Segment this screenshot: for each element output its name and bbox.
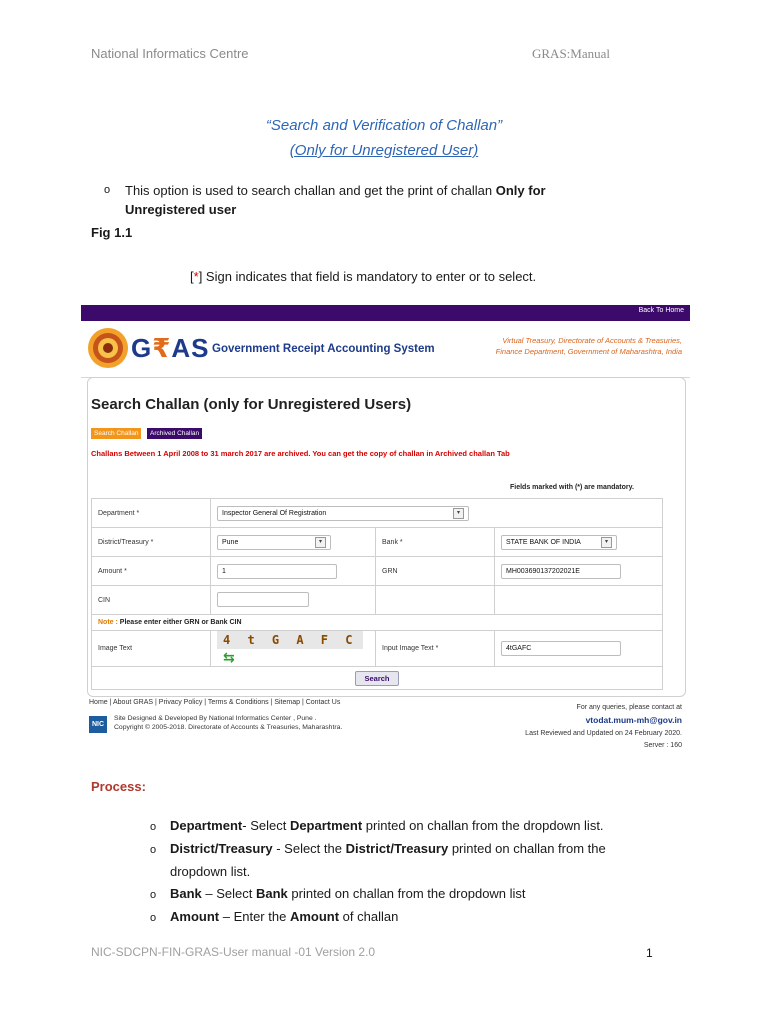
page-number: 1: [646, 946, 653, 960]
cin-label: CIN: [92, 586, 211, 615]
tab-search-challan[interactable]: Search Challan: [91, 428, 141, 439]
captcha-cell: [211, 631, 376, 667]
chevron-down-icon: ▾: [601, 537, 612, 548]
last-updated: Last Reviewed and Updated on 24 February 2020.: [525, 730, 682, 737]
amount-cell: [211, 557, 376, 586]
contact-info: [525, 702, 682, 752]
fig-label-text: Fig 1.1: [91, 225, 133, 240]
header-right: GRAS:Manual: [532, 46, 610, 61]
process-item-bank: [150, 883, 650, 906]
captcha-input[interactable]: 4tGAFC: [501, 641, 621, 656]
search-button-row: [92, 667, 663, 690]
grn-cell: [495, 557, 663, 586]
grn-input[interactable]: MH003690137202021E: [501, 564, 621, 579]
maharashtra-emblem-icon: [87, 327, 129, 369]
refresh-captcha-icon[interactable]: ⇆: [223, 649, 235, 665]
gras-rupee: ₹: [152, 333, 172, 363]
process-item-district-cont: dropdown list.: [170, 864, 251, 879]
input-image-cell: [495, 631, 663, 667]
department-label: Department *: [92, 499, 211, 528]
gras-full-name: Government Receipt Accounting System: [212, 343, 435, 355]
district-value: Pune: [222, 538, 239, 546]
desc: – Select: [201, 886, 256, 901]
department-select[interactable]: [217, 506, 469, 521]
footer-links[interactable]: Home | About GRAS | Privacy Policy | Terms & Conditions | Sitemap | Contact Us: [89, 699, 341, 706]
term: Bank: [256, 886, 288, 901]
bracket-open: [: [190, 269, 194, 284]
desc: - Select the: [272, 841, 346, 856]
server-id: Server : 160: [643, 742, 682, 749]
chevron-down-icon: ▾: [453, 508, 464, 519]
bank-select[interactable]: [501, 535, 617, 550]
term: Bank: [170, 886, 202, 901]
desc: – Enter the: [219, 909, 290, 924]
gras-screenshot: [81, 305, 690, 764]
district-label: District/Treasury *: [92, 528, 211, 557]
cin-input[interactable]: [217, 592, 309, 607]
mandatory-line: [190, 267, 536, 286]
queries-text: For any queries, please contact at: [576, 704, 682, 711]
gras-g: G: [131, 333, 153, 363]
logo-banner: [81, 321, 690, 378]
bank-value: STATE BANK OF INDIA: [506, 538, 581, 546]
input-image-label: Input Image Text *: [376, 631, 495, 667]
nic-logo: NIC: [89, 716, 107, 733]
site-credits: [114, 714, 342, 732]
desc: printed on challan from the: [448, 841, 606, 856]
note-prefix: Note :: [98, 619, 118, 626]
term: District/Treasury: [170, 841, 273, 856]
intro-text-b: Only for: [495, 183, 546, 198]
district-select[interactable]: [217, 535, 331, 550]
virtual-treasury-caption: [452, 335, 682, 357]
empty-cell: [495, 586, 663, 615]
captcha-image: 4 t G A F C: [217, 631, 363, 649]
grn-label: GRN: [376, 557, 495, 586]
grn-cin-note: [92, 615, 663, 631]
desc: printed on challan from the dropdown list.: [362, 818, 604, 833]
search-panel: [87, 377, 686, 697]
desc: printed on challan from the dropdown list: [287, 886, 526, 901]
contact-email-link[interactable]: vtodat.mum-mh@gov.in: [585, 715, 682, 725]
footer-doc-id: NIC-SDCPN-FIN-GRAS-User manual -01 Version 2.0: [91, 945, 376, 959]
term: Amount: [170, 909, 220, 924]
process-item-amount: [150, 906, 650, 929]
intro-paragraph: [125, 181, 605, 219]
mandatory-star: *: [193, 269, 199, 284]
panel-title: Search Challan (only for Unregistered Users): [91, 396, 412, 413]
top-bar: [81, 305, 690, 321]
intro-text-c: Unregistered user: [125, 202, 237, 217]
vt-line1: Virtual Treasury, Directorate of Accounts & Treasuries,: [502, 336, 682, 345]
archived-note: Challans Between 1 April 2008 to 31 march 2017 are archived. You can get the copy of challan in Archived challan Tab: [91, 449, 510, 458]
process-item-district: [150, 838, 650, 861]
vt-line2: Finance Department, Government of Maharashtra, India: [495, 347, 682, 356]
term: District/Treasury: [345, 841, 449, 856]
process-item-department: [150, 815, 650, 838]
chevron-down-icon: ▾: [315, 537, 326, 548]
bank-label: Bank *: [376, 528, 495, 557]
term: Amount: [289, 909, 340, 924]
desc: - Select: [242, 818, 290, 833]
image-text-label: Image Text: [92, 631, 211, 667]
header-left: National Informatics Centre: [91, 46, 249, 61]
note-text: Please enter either GRN or Bank CIN: [117, 619, 242, 626]
empty-cell: [376, 586, 495, 615]
bullet-marker: o: [150, 912, 157, 924]
doc-title: “Search and Verification of Challan”: [265, 117, 503, 134]
intro-text-a: This option is used to search challan and get the print of challan: [125, 183, 496, 198]
department-value: Inspector General Of Registration: [222, 509, 327, 517]
bank-cell: [495, 528, 663, 557]
amount-input[interactable]: 1: [217, 564, 337, 579]
district-cell: [211, 528, 376, 557]
gras-as: AS: [171, 333, 210, 363]
doc-subtitle: (Only for Unregistered User): [289, 142, 479, 159]
amount-label: Amount *: [92, 557, 211, 586]
tab-archived-challan[interactable]: Archived Challan: [147, 428, 202, 439]
bullet-marker: o: [150, 889, 157, 901]
bullet-marker: o: [150, 844, 157, 856]
bullet-marker: o: [104, 184, 111, 196]
search-form-table: [91, 498, 663, 690]
site-credit-line2: Copyright © 2005-2018. Directorate of Accounts & Treasuries, Maharashtra.: [114, 724, 343, 731]
fig-label: [91, 223, 132, 242]
process-heading: Process:: [91, 779, 146, 794]
mandatory-text: ] Sign indicates that field is mandatory to enter or to select.: [198, 269, 537, 284]
process-list: [150, 815, 650, 929]
back-to-home-link[interactable]: Back To Home: [638, 307, 684, 314]
gras-logo-text: [131, 333, 209, 364]
search-button[interactable]: Search: [355, 671, 398, 686]
desc: of challan: [339, 909, 399, 924]
cin-cell: [211, 586, 376, 615]
term: Department: [170, 818, 243, 833]
term: Department: [289, 818, 363, 833]
department-filler: [495, 499, 663, 528]
bullet-marker: o: [150, 821, 157, 833]
site-credit-line1: Site Designed & Developed By National Informatics Center , Pune .: [114, 715, 317, 722]
department-cell: [211, 499, 495, 528]
mandatory-note: Fields marked with (*) are mandatory.: [510, 484, 634, 491]
